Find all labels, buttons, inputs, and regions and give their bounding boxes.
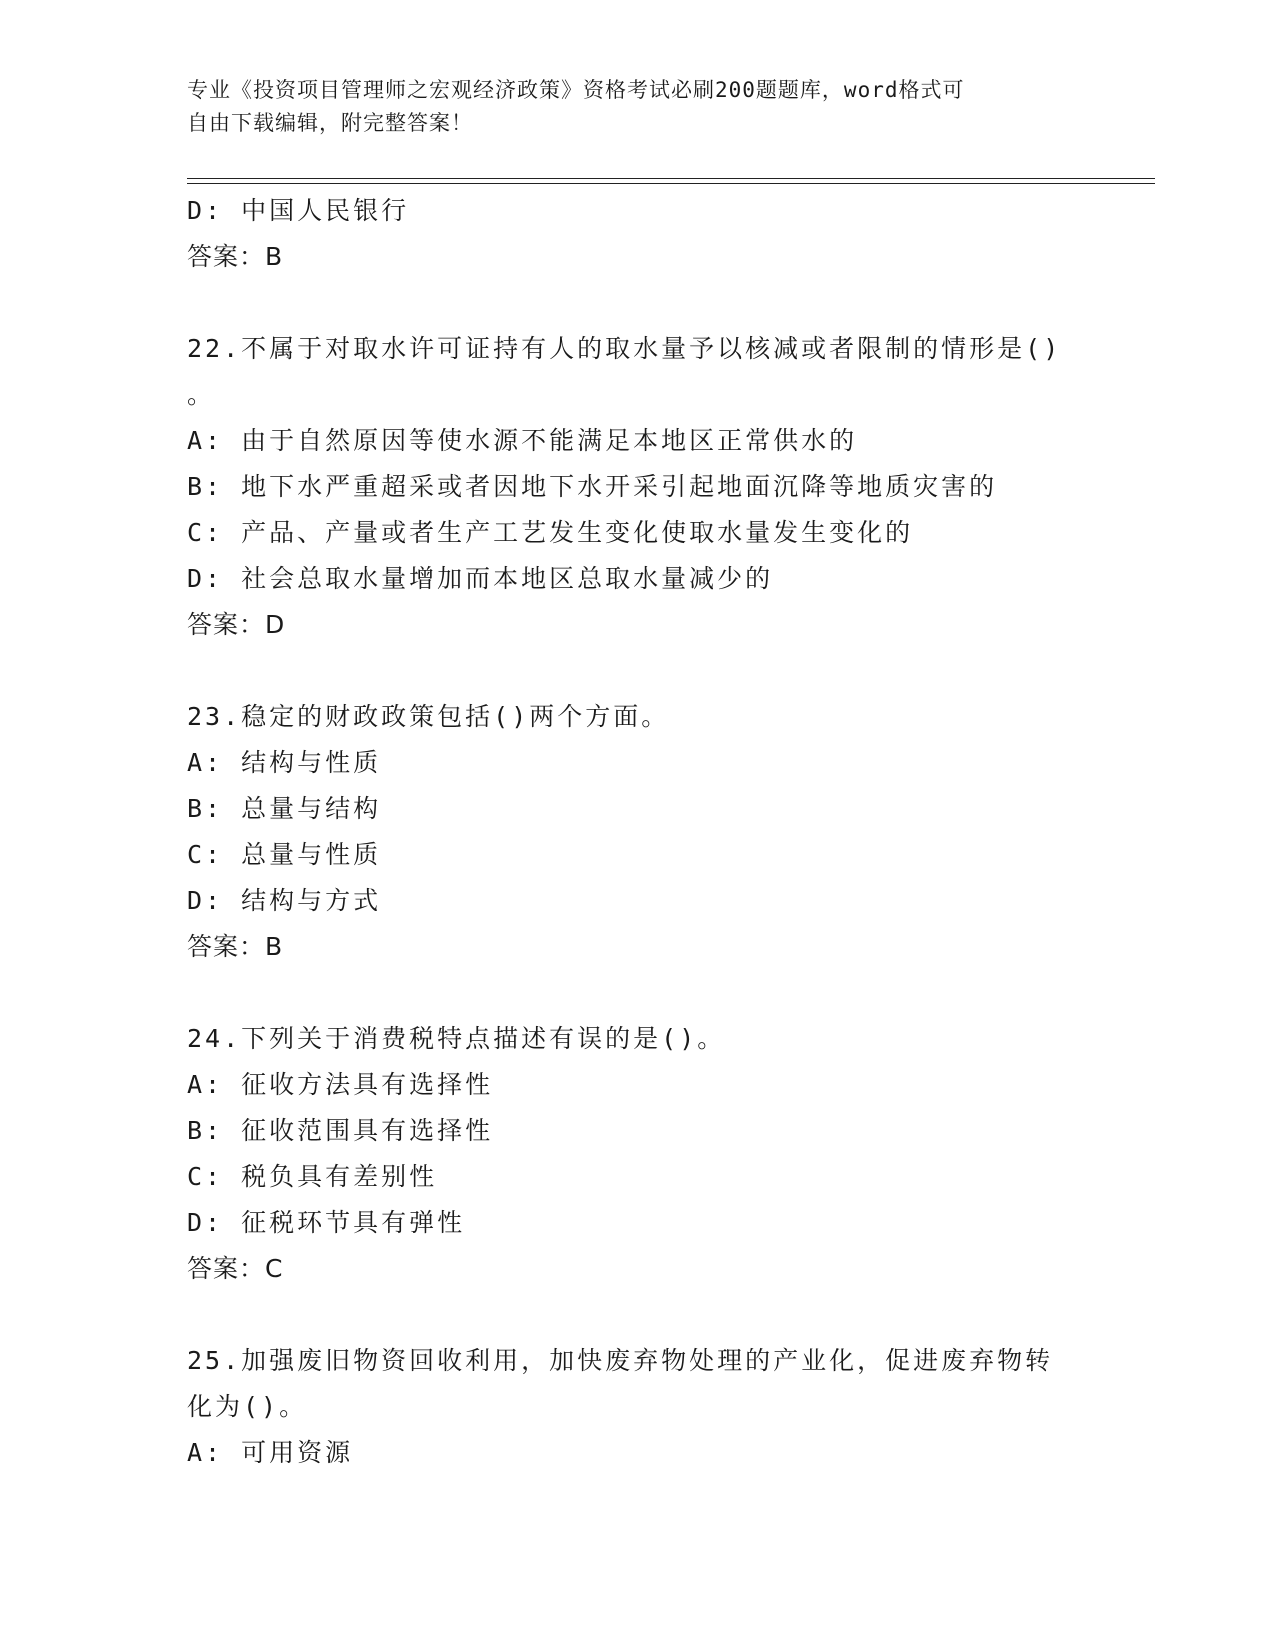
option-c: C: 总量与性质 (187, 840, 382, 869)
spacer (187, 970, 1087, 1016)
header-line-2: 自由下载编辑，附完整答案！ (187, 111, 473, 135)
option-d: D: 社会总取水量增加而本地区总取水量减少的 (187, 564, 774, 593)
option-d: D: 中国人民银行 (187, 196, 410, 225)
option-b: B: 地下水严重超采或者因地下水开采引起地面沉降等地质灾害的 (187, 472, 998, 501)
option-a: A: 征收方法具有选择性 (187, 1070, 494, 1099)
spacer (187, 280, 1087, 326)
header-divider-bottom (187, 183, 1155, 184)
option-a: A: 结构与性质 (187, 748, 382, 777)
option-b: B: 总量与结构 (187, 794, 382, 823)
question-stem: 24.下列关于消费税特点描述有误的是()。 (187, 1024, 726, 1053)
option-c: C: 产品、产量或者生产工艺发生变化使取水量发生变化的 (187, 518, 914, 547)
spacer (187, 1292, 1087, 1338)
header-line-1: 专业《投资项目管理师之宏观经济政策》资格考试必刷200题题库，word格式可 (187, 78, 965, 102)
header-divider-top (187, 178, 1155, 179)
question-stem-continued: 化为()。 (187, 1392, 308, 1421)
option-c: C: 税负具有差别性 (187, 1162, 438, 1191)
question-stem-continued: 。 (187, 380, 216, 409)
option-d: D: 结构与方式 (187, 886, 382, 915)
answer-line: 答案：B (187, 242, 284, 271)
question-stem: 22.不属于对取水许可证持有人的取水量予以核减或者限制的情形是() (187, 334, 1062, 363)
question-stem: 25.加强废旧物资回收利用，加快废弃物处理的产业化，促进废弃物转 (187, 1346, 1054, 1375)
answer-line: 答案：B (187, 932, 284, 961)
document-body (187, 188, 1087, 1476)
answer-line: 答案：D (187, 610, 286, 639)
question-stem: 23.稳定的财政政策包括()两个方面。 (187, 702, 670, 731)
answer-line: 答案：C (187, 1254, 284, 1283)
option-a: A: 可用资源 (187, 1438, 354, 1467)
option-a: A: 由于自然原因等使水源不能满足本地区正常供水的 (187, 426, 858, 455)
option-b: B: 征收范围具有选择性 (187, 1116, 494, 1145)
spacer (187, 648, 1087, 694)
page-header (187, 74, 1087, 140)
option-d: D: 征税环节具有弹性 (187, 1208, 466, 1237)
